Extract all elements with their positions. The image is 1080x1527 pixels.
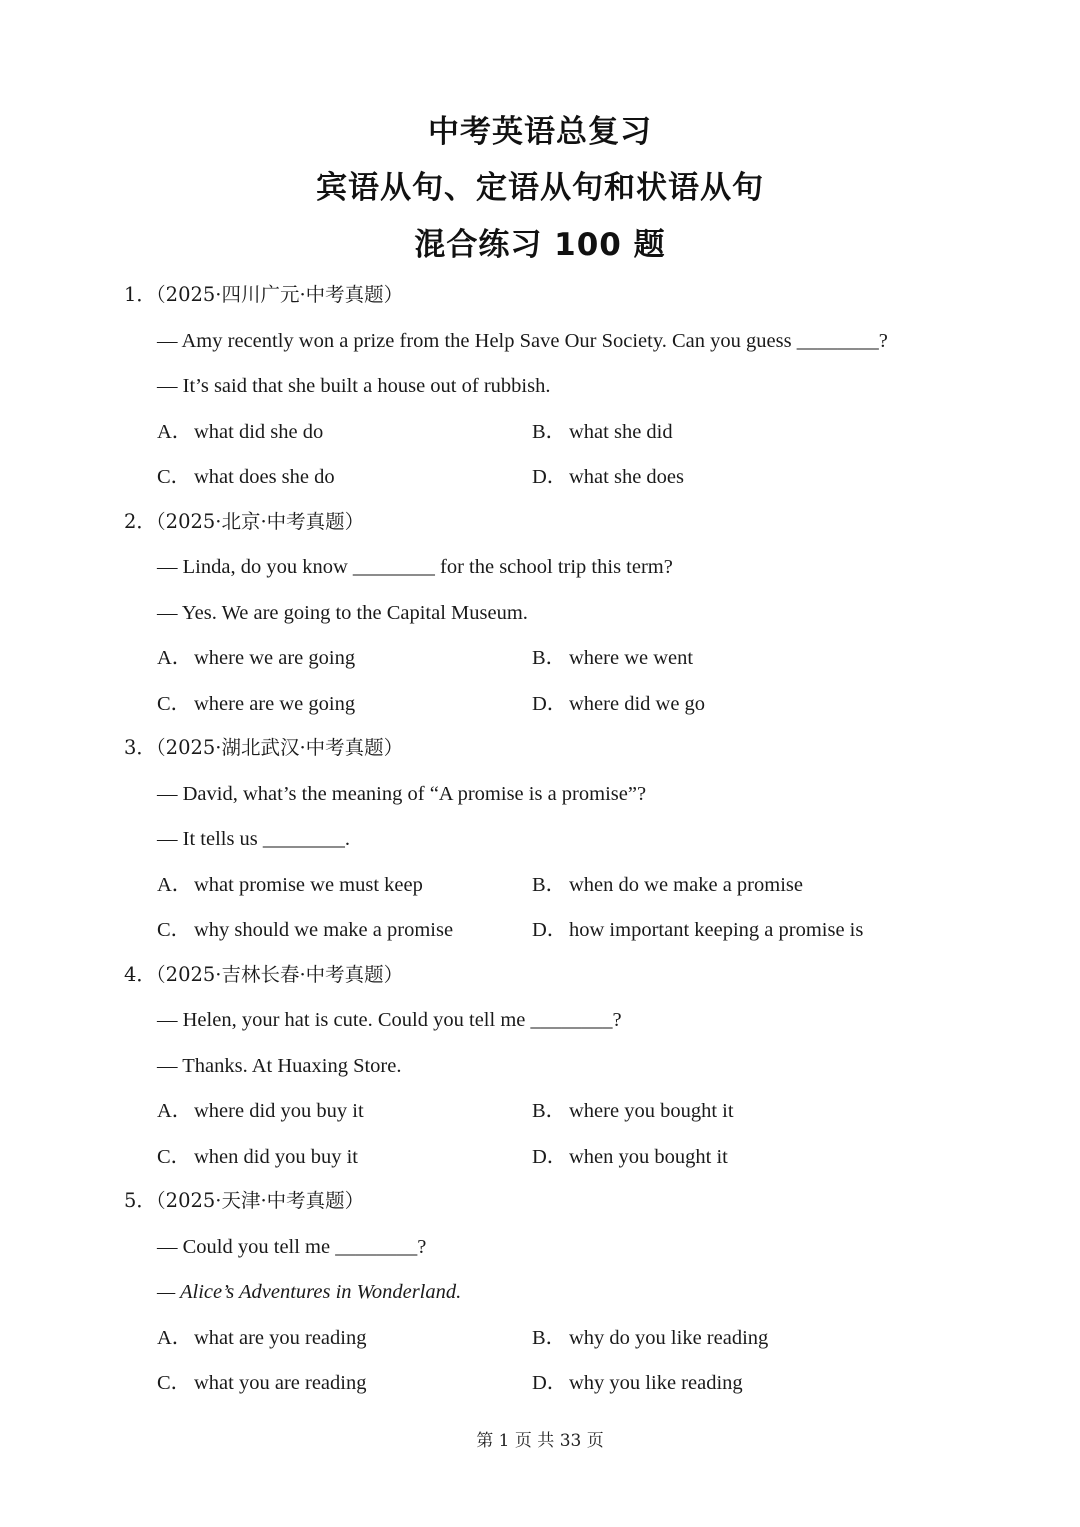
document-title: 中考英语总复习 (428, 114, 652, 150)
option-d[interactable] (532, 916, 863, 944)
question-prompt: — Amy recently won a prize from the Help Save Our Society. Can you guess ________? (157, 330, 888, 352)
option-letter: D． (532, 693, 568, 715)
option-letter: D． (532, 919, 568, 941)
question-prompt: — Helen, your hat is cute. Could you tell me ________? (157, 1009, 622, 1031)
option-text: what are you reading (194, 1327, 367, 1349)
question-header: 5．（2025·天津·中考真题） (124, 1189, 365, 1212)
option-letter: B． (532, 421, 567, 443)
question-answer-line: — Yes. We are going to the Capital Museum. (157, 602, 528, 624)
option-letter: A． (157, 874, 193, 896)
option-letter: C． (157, 466, 192, 488)
option-d[interactable] (532, 463, 684, 491)
option-text: where are we going (194, 693, 356, 715)
option-text: what did she do (194, 421, 324, 443)
option-text: why do you like reading (569, 1327, 769, 1349)
option-text: where we went (569, 647, 694, 669)
option-letter: D． (532, 1146, 568, 1168)
question-answer-line: — Alice’s Adventures in Wonderland. (157, 1281, 462, 1303)
option-a[interactable] (157, 1097, 364, 1125)
question-header: 2．（2025·北京·中考真题） (124, 510, 365, 533)
option-letter: B． (532, 647, 567, 669)
option-c[interactable] (157, 463, 335, 491)
question-header: 4．（2025·吉林长春·中考真题） (124, 963, 404, 986)
option-text: where did you buy it (194, 1100, 364, 1122)
option-letter: C． (157, 919, 192, 941)
question-answer-line: — Thanks. At Huaxing Store. (157, 1055, 402, 1077)
option-text: why you like reading (569, 1372, 743, 1394)
option-text: when you bought it (569, 1146, 728, 1168)
option-letter: B． (532, 874, 567, 896)
option-b[interactable] (532, 1324, 768, 1352)
option-letter: A． (157, 647, 193, 669)
option-letter: D． (532, 1372, 568, 1394)
question-header: 1．（2025·四川广元·中考真题） (124, 283, 404, 306)
option-a[interactable] (157, 418, 323, 446)
option-text: when did you buy it (194, 1146, 358, 1168)
option-text: where you bought it (569, 1100, 734, 1122)
option-d[interactable] (532, 1369, 743, 1397)
page-number-footer: 第 1 页 共 33 页 (476, 1431, 604, 1451)
option-b[interactable] (532, 1097, 734, 1125)
question-prompt: — Linda, do you know ________ for the school trip this term? (157, 556, 673, 578)
option-text: what promise we must keep (194, 874, 423, 896)
option-a[interactable] (157, 871, 423, 899)
option-c[interactable] (157, 1143, 358, 1171)
question-prompt: — Could you tell me ________? (157, 1236, 427, 1258)
option-text: why should we make a promise (194, 919, 454, 941)
question-header: 3．（2025·湖北武汉·中考真题） (124, 736, 404, 759)
option-d[interactable] (532, 1143, 728, 1171)
option-b[interactable] (532, 871, 803, 899)
option-a[interactable] (157, 1324, 366, 1352)
option-a[interactable] (157, 644, 355, 672)
question-prompt: — David, what’s the meaning of “A promise is a promise”? (157, 783, 647, 805)
option-c[interactable] (157, 1369, 366, 1397)
option-b[interactable] (532, 418, 673, 446)
question-answer-line: — It tells us ________. (157, 828, 351, 850)
option-text: what does she do (194, 466, 335, 488)
option-c[interactable] (157, 690, 355, 718)
option-text: how important keeping a promise is (569, 919, 864, 941)
question-answer-line: — It’s said that she built a house out of rubbish. (157, 375, 551, 397)
option-text: where did we go (569, 693, 706, 715)
option-text: what she does (569, 466, 685, 488)
option-c[interactable] (157, 916, 453, 944)
document-subtitle-practice: 混合练习 100 题 (414, 227, 666, 263)
option-text: when do we make a promise (569, 874, 803, 896)
option-letter: A． (157, 1327, 193, 1349)
option-d[interactable] (532, 690, 705, 718)
option-letter: D． (532, 466, 568, 488)
option-b[interactable] (532, 644, 693, 672)
option-text: where we are going (194, 647, 356, 669)
option-letter: A． (157, 1100, 193, 1122)
option-letter: B． (532, 1327, 567, 1349)
option-letter: A． (157, 421, 193, 443)
option-letter: C． (157, 1146, 192, 1168)
option-letter: C． (157, 693, 192, 715)
option-letter: B． (532, 1100, 567, 1122)
document-subtitle: 宾语从句、定语从句和状语从句 (316, 170, 764, 206)
option-text: what she did (569, 421, 673, 443)
option-letter: C． (157, 1372, 192, 1394)
option-text: what you are reading (194, 1372, 367, 1394)
